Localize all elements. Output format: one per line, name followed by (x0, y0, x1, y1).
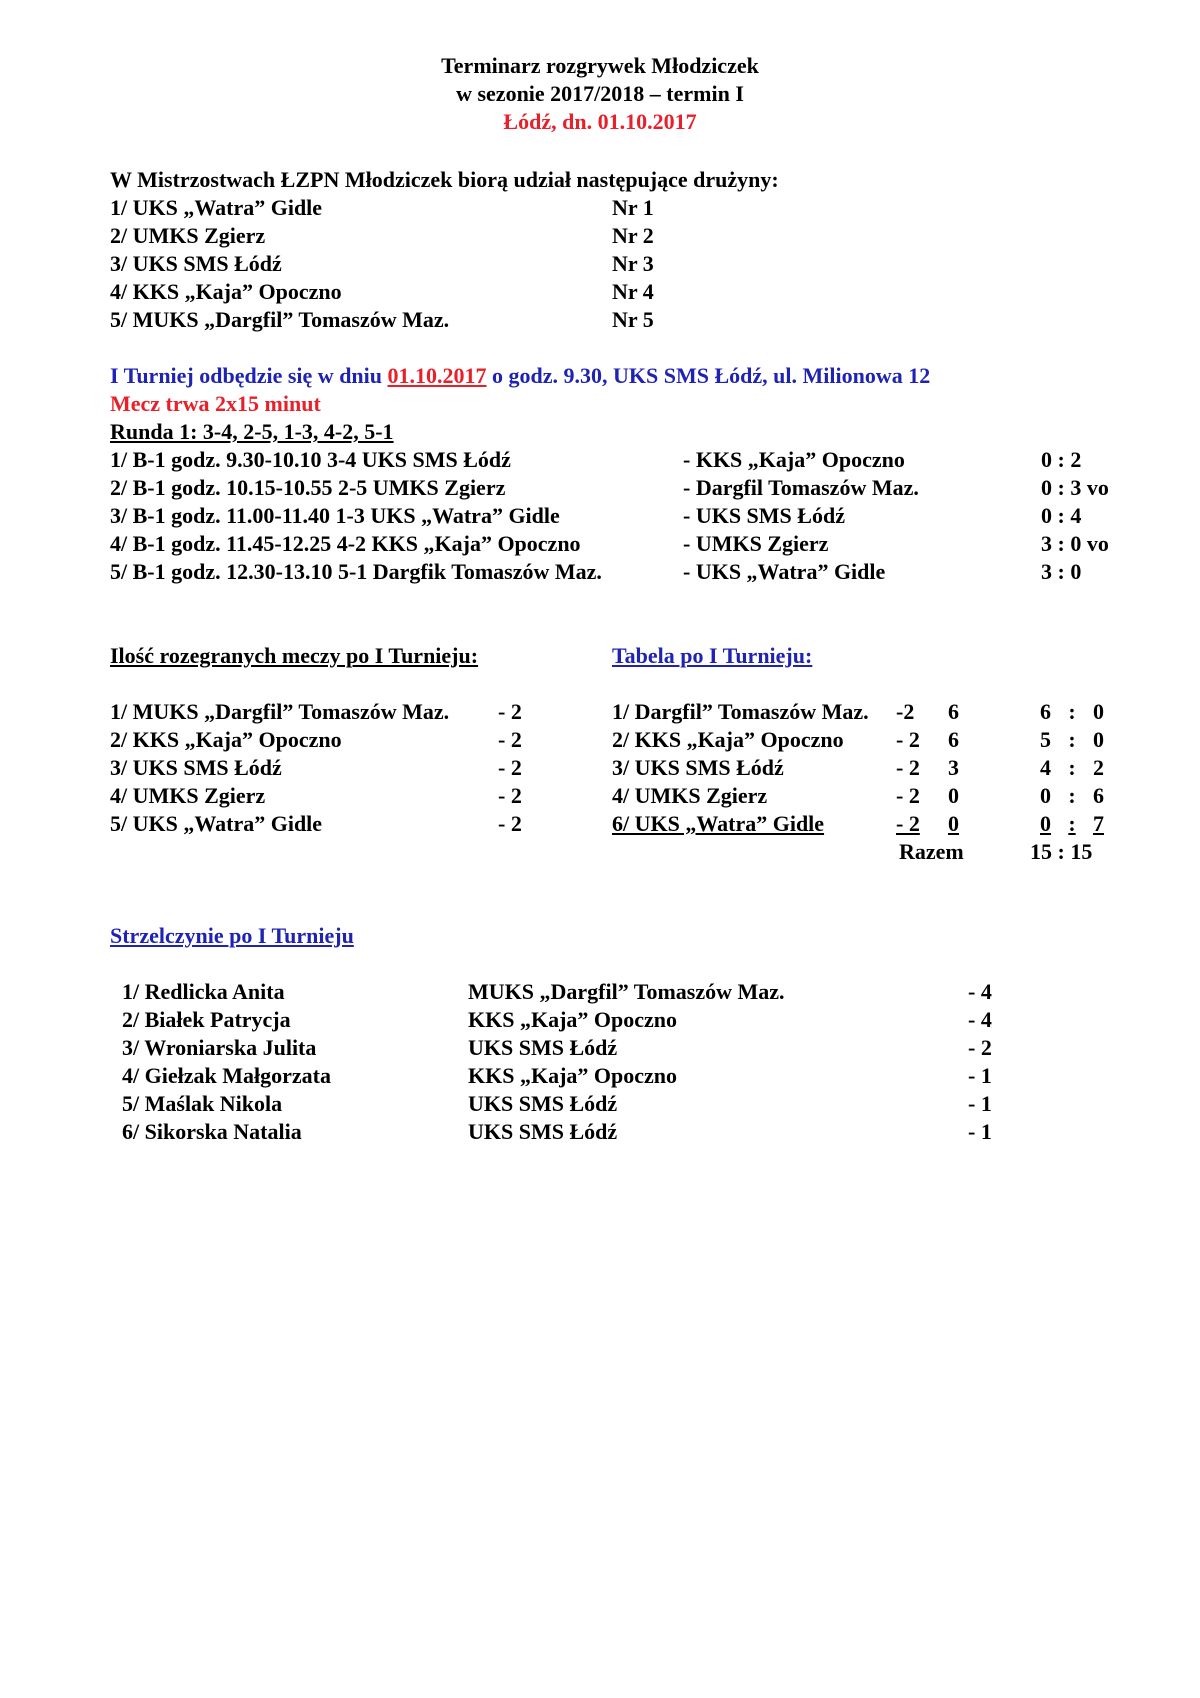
scorer-goals: - 4 (968, 1007, 992, 1032)
team-name: 4/ KKS „Kaja” Opoczno (110, 279, 342, 304)
match-home: 1/ B-1 godz. 9.30-10.10 3-4 UKS SMS Łódź (110, 447, 511, 472)
standings-points: 0 (948, 783, 959, 808)
scorer-goals: - 1 (968, 1063, 992, 1088)
standings-goals-against: 0 (1093, 727, 1104, 752)
standings-separator: : (1068, 727, 1076, 752)
standings-team: 4/ UMKS Zgierz (612, 783, 768, 808)
standings-points: 6 (948, 727, 959, 752)
standings-title: Tabela po I Turnieju: (612, 643, 813, 668)
team-number: Nr 3 (612, 251, 654, 276)
scorer-goals: - 4 (968, 979, 992, 1004)
match-away: - UKS SMS Łódź (683, 503, 845, 528)
standings-total-label: Razem (899, 839, 964, 864)
match-away: - UMKS Zgierz (683, 531, 829, 556)
standings-points: 0 (948, 811, 959, 836)
standings-matches: -2 (896, 699, 915, 724)
scorer-name: 3/ Wroniarska Julita (122, 1035, 317, 1060)
scorer-goals: - 1 (968, 1091, 992, 1116)
scorer-name: 6/ Sikorska Natalia (122, 1119, 302, 1144)
tournament-pre: I Turniej odbędzie się w dniu (110, 363, 388, 388)
match-score: 0 : 3 vo (1041, 475, 1109, 500)
standings-team: 3/ UKS SMS Łódź (612, 755, 784, 780)
standings-goals-against: 6 (1093, 783, 1104, 808)
scorer-goals: - 1 (968, 1119, 992, 1144)
played-count: - 2 (498, 727, 522, 752)
team-number: Nr 4 (612, 279, 654, 304)
teams-intro: W Mistrzostwach ŁZPN Młodziczek biorą udział następujące drużyny: (110, 167, 779, 192)
played-team: 2/ KKS „Kaja” Opoczno (110, 727, 342, 752)
team-name: 5/ MUKS „Dargfil” Tomaszów Maz. (110, 307, 450, 332)
scorer-club: KKS „Kaja” Opoczno (468, 1063, 678, 1088)
scorers-title: Strzelczynie po I Turnieju (110, 923, 354, 948)
match-score: 3 : 0 vo (1041, 531, 1109, 556)
match-home: 3/ B-1 godz. 11.00-11.40 1-3 UKS „Watra” Gidle (110, 503, 560, 528)
scorer-club: KKS „Kaja” Opoczno (468, 1007, 678, 1032)
standings-goals-against: 7 (1093, 811, 1104, 836)
played-count: - 2 (498, 811, 522, 836)
header-date: Łódź, dn. 01.10.2017 (503, 109, 697, 134)
standings-separator: : (1068, 811, 1076, 836)
standings-team: 1/ Dargfil” Tomaszów Maz. (612, 699, 869, 724)
standings-goals-for: 0 (1040, 783, 1051, 808)
team-number: Nr 5 (612, 307, 654, 332)
scorer-goals: - 2 (968, 1035, 992, 1060)
tournament-date: 01.10.2017 (387, 363, 487, 388)
standings-goals-for: 5 (1040, 727, 1051, 752)
standings-goals-for: 0 (1040, 811, 1051, 836)
played-team: 5/ UKS „Watra” Gidle (110, 811, 323, 836)
standings-goals-against: 2 (1093, 755, 1104, 780)
match-away: - KKS „Kaja” Opoczno (683, 447, 905, 472)
header-title: Terminarz rozgrywek Młodziczek (441, 53, 759, 78)
standings-matches: - 2 (896, 755, 920, 780)
match-score: 0 : 2 (1041, 447, 1082, 472)
team-name: 1/ UKS „Watra” Gidle (110, 195, 323, 220)
match-score: 0 : 4 (1041, 503, 1082, 528)
played-team: 1/ MUKS „Dargfil” Tomaszów Maz. (110, 699, 450, 724)
scorer-name: 2/ Białek Patrycja (122, 1007, 291, 1032)
standings-goals-for: 6 (1040, 699, 1051, 724)
played-title: Ilość rozegranych meczy po I Turnieju: (110, 643, 479, 668)
tournament-post: o godz. 9.30, UKS SMS Łódź, ul. Milionowa 12 (486, 363, 931, 388)
match-duration: Mecz trwa 2x15 minut (110, 391, 321, 416)
standings-total-value: 15 : 15 (1030, 839, 1093, 864)
standings-goals-for: 4 (1040, 755, 1051, 780)
team-name: 2/ UMKS Zgierz (110, 223, 266, 248)
scorer-name: 4/ Giełzak Małgorzata (122, 1063, 331, 1088)
match-away: - UKS „Watra” Gidle (683, 559, 886, 584)
team-name: 3/ UKS SMS Łódź (110, 251, 282, 276)
standings-goals-against: 0 (1093, 699, 1104, 724)
standings-matches: - 2 (896, 783, 920, 808)
standings-separator: : (1068, 783, 1076, 808)
match-score: 3 : 0 (1041, 559, 1082, 584)
match-home: 5/ B-1 godz. 12.30-13.10 5-1 Dargfik Tomaszów Maz. (110, 559, 602, 584)
scorer-club: UKS SMS Łódź (468, 1119, 618, 1144)
match-home: 2/ B-1 godz. 10.15-10.55 2-5 UMKS Zgierz (110, 475, 506, 500)
scorer-name: 5/ Maślak Nikola (122, 1091, 283, 1116)
scorer-club: UKS SMS Łódź (468, 1035, 618, 1060)
team-number: Nr 2 (612, 223, 654, 248)
played-count: - 2 (498, 783, 522, 808)
standings-separator: : (1068, 755, 1076, 780)
standings-team: 2/ KKS „Kaja” Opoczno (612, 727, 844, 752)
standings-points: 3 (948, 755, 959, 780)
played-team: 3/ UKS SMS Łódź (110, 755, 282, 780)
scorer-club: MUKS „Dargfil” Tomaszów Maz. (468, 979, 785, 1004)
header-season: w sezonie 2017/2018 – termin I (456, 81, 744, 106)
standings-separator: : (1068, 699, 1076, 724)
played-count: - 2 (498, 699, 522, 724)
round-info: Runda 1: 3-4, 2-5, 1-3, 4-2, 5-1 (110, 419, 394, 444)
tournament-info (110, 362, 930, 390)
scorer-club: UKS SMS Łódź (468, 1091, 618, 1116)
standings-matches: - 2 (896, 811, 920, 836)
match-away: - Dargfil Tomaszów Maz. (683, 475, 919, 500)
played-count: - 2 (498, 755, 522, 780)
standings-points: 6 (948, 699, 959, 724)
standings-matches: - 2 (896, 727, 920, 752)
scorer-name: 1/ Redlicka Anita (122, 979, 285, 1004)
team-number: Nr 1 (612, 195, 654, 220)
match-home: 4/ B-1 godz. 11.45-12.25 4-2 KKS „Kaja” Opoczno (110, 531, 581, 556)
played-team: 4/ UMKS Zgierz (110, 783, 266, 808)
standings-team: 6/ UKS „Watra” Gidle (612, 811, 825, 836)
